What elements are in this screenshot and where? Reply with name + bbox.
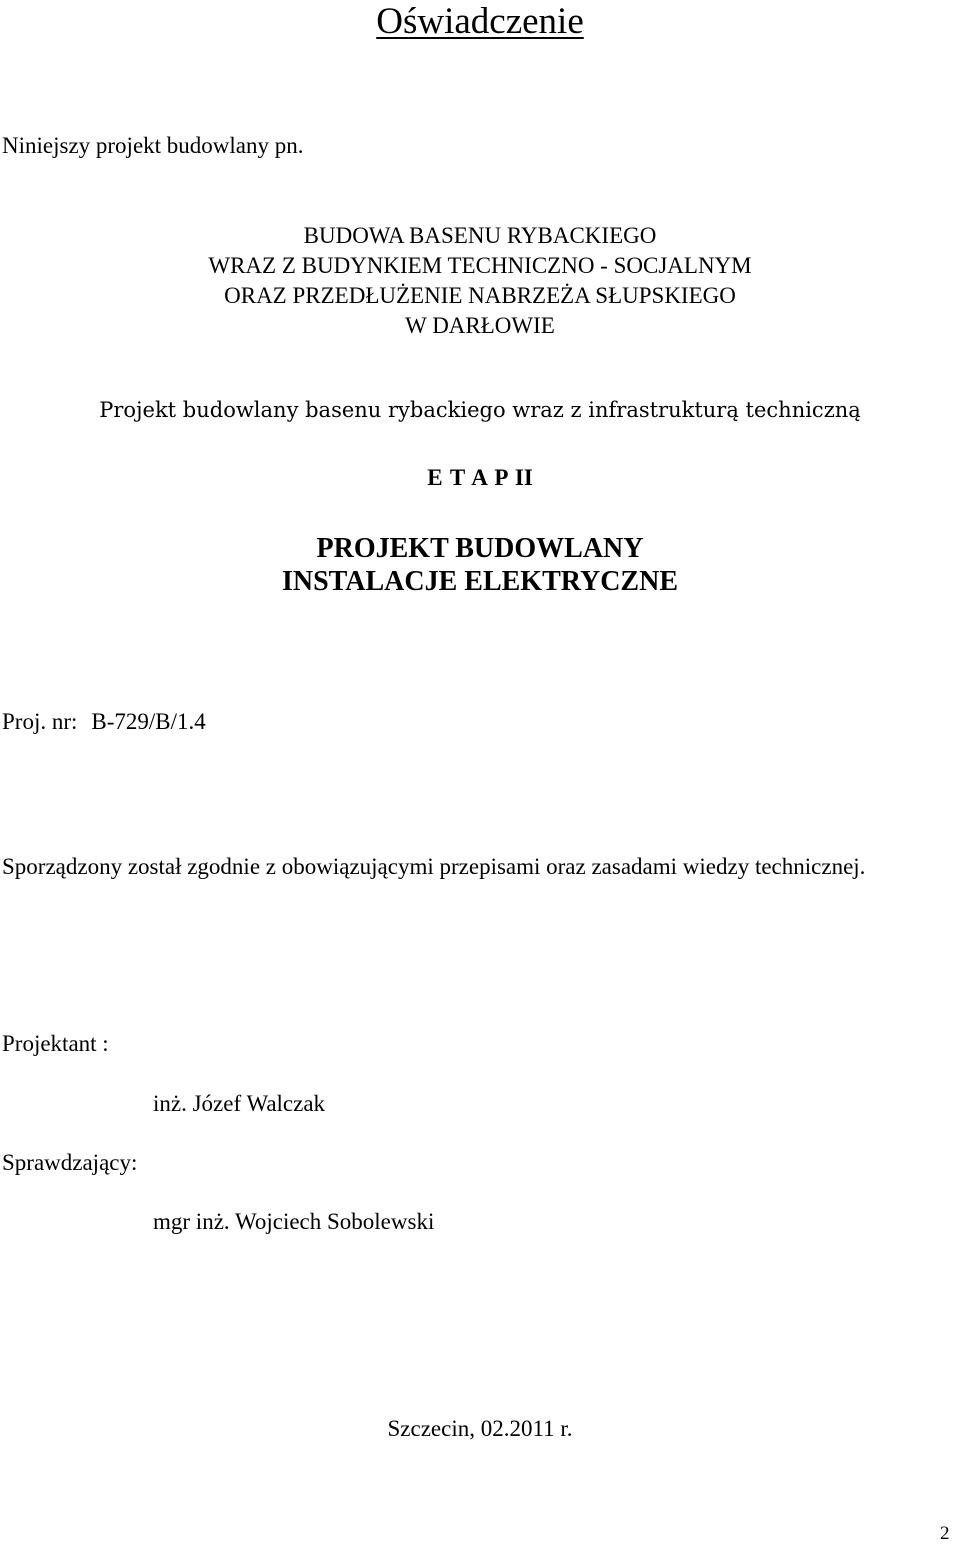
project-number-value: B-729/B/1.4 [91,709,206,734]
heading-line: INSTALACJE ELEKTRYCZNE [281,566,679,597]
intro-text: Niniejszy projekt budowlany pn. [2,133,304,158]
checker-label: Sprawdzający: [2,1150,138,1175]
page-title: Oświadczenie [376,1,584,42]
project-subtitle: Projekt budowlany basenu rybackiego wraz z infrastrukturą techniczną [99,398,861,422]
project-number-label: Proj. nr: [2,709,78,734]
place-date: Szczecin, 02.2011 r. [387,1416,573,1441]
project-name-line: ORAZ PRZEDŁUŻENIE NABRZEŻA SŁUPSKIEGO [224,283,736,308]
project-name-line: WRAZ Z BUDYNKIEM TECHNICZNO - SOCJALNYM [208,253,752,278]
designer-name: inż. Józef Walczak [153,1091,326,1116]
page-number: 2 [940,1523,950,1544]
checker-name: mgr inż. Wojciech Sobolewski [153,1209,435,1234]
compliance-statement: Sporządzony został zgodnie z obowiązującymi przepisami oraz zasadami wiedzy technicznej. [2,854,866,879]
designer-label: Projektant : [2,1031,109,1056]
stage-label: E T A P II [427,465,533,490]
project-number [2,707,206,737]
heading-line: PROJEKT BUDOWLANY [316,533,644,564]
project-name-line: BUDOWA BASENU RYBACKIEGO [303,223,657,248]
project-name-line: W DARŁOWIE [405,313,555,338]
